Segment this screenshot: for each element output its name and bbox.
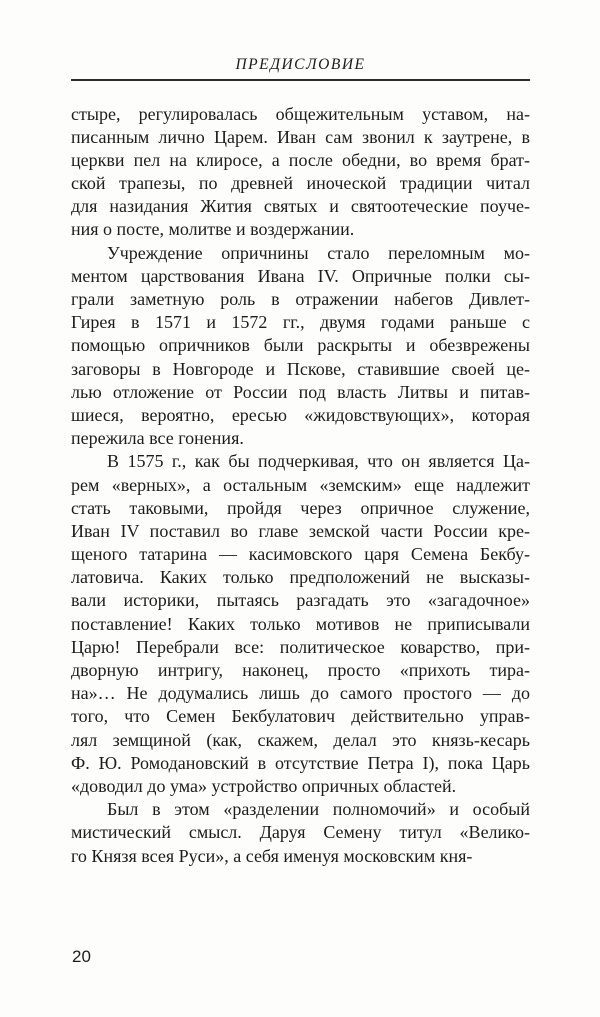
text-line: Ф. Ю. Ромодановский в отсутствие Петра I), пока Царь [71,752,530,773]
text-line: Иван IV поставил во главе земской части России кре- [71,520,530,541]
running-header [71,57,530,81]
text-line: Был в этом «разделении полномочий» и особый [107,799,530,820]
text-line: для назидания Жития святых и святоотеческие поуче- [71,196,530,217]
text-line: помощью опричников были раскрыты и обезврежены [71,335,530,356]
text-line: того, что Семен Бекбулатович действительно управ- [71,706,530,727]
book-page [0,57,600,1017]
text-line: рем «верных», а остальным «земским» еще надлежит [71,474,530,495]
text-line: ментом царствования Ивана IV. Опричные полки сы- [71,265,530,286]
text-line: щеного татарина — касимовского царя Семена Бекбу- [71,544,530,565]
paragraph [71,450,530,798]
text-line: стать таковыми, пройдя через опричное служение, [71,497,530,518]
paragraph [71,103,530,242]
text-line: грали заметную роль в отражении набегов Дивлет- [71,289,530,309]
text-line: Учреждение опричнины стало переломным мо- [107,242,530,263]
text-line: го Князя всея Руси», а себя именуя московским кня- [71,845,473,866]
chapter-title: ПРЕДИСЛОВИЕ [235,56,366,73]
page-number: 20 [72,947,91,966]
text-line: Гирея в 1571 и 1572 гг., двумя годами раньше с [71,312,530,333]
text-line: пережила все гонения. [71,428,244,449]
text-line: лью отложение от России под власть Литвы и питав- [71,381,530,402]
text-line: ния о посте, молитве и воздержании. [71,219,355,240]
text-line: Царю! Перебрали все: политическое коварство, при- [71,636,530,657]
text-line: ской трапезы, по древней иноческой традиции читал [71,173,530,194]
text-line: вали историки, пытаясь разгадать это «загадочное» [71,590,530,611]
text-line: лял земщиной (как, скажем, делал это князь-кесарь [71,729,530,750]
text-line: В 1575 г., как бы подчеркивая, что он является Ца- [107,451,530,472]
text-line: «доводил до ума» устройство опричных областей. [71,775,457,796]
paragraph [71,798,530,868]
text-line: на»… Не додумались лишь до самого простого — до [71,683,530,704]
paragraph [71,242,530,451]
text-line: поставление! Каких только мотивов не приписывали [71,613,530,634]
text-line: заговоры в Новгороде и Пскове, ставившие своей це- [71,358,530,379]
text-line: шиеся, вероятно, ересью «жидовствующих», которая [71,404,530,425]
text-line: писанным лично Царем. Иван сам звонил к заутрене, в [71,126,530,147]
text-line: церкви пел на клиросе, а после обедни, во время брат- [71,149,530,170]
page-body [71,103,530,868]
text-line: мистический смысл. Даруя Семену титул «Велико- [71,822,530,843]
text-line: латовича. Каких только предположений не высказы- [71,567,530,588]
text-line: дворную интригу, наконец, просто «прихоть тира- [71,660,530,680]
text-line: стыре, регулировалась общежительным уставом, на- [71,103,530,124]
